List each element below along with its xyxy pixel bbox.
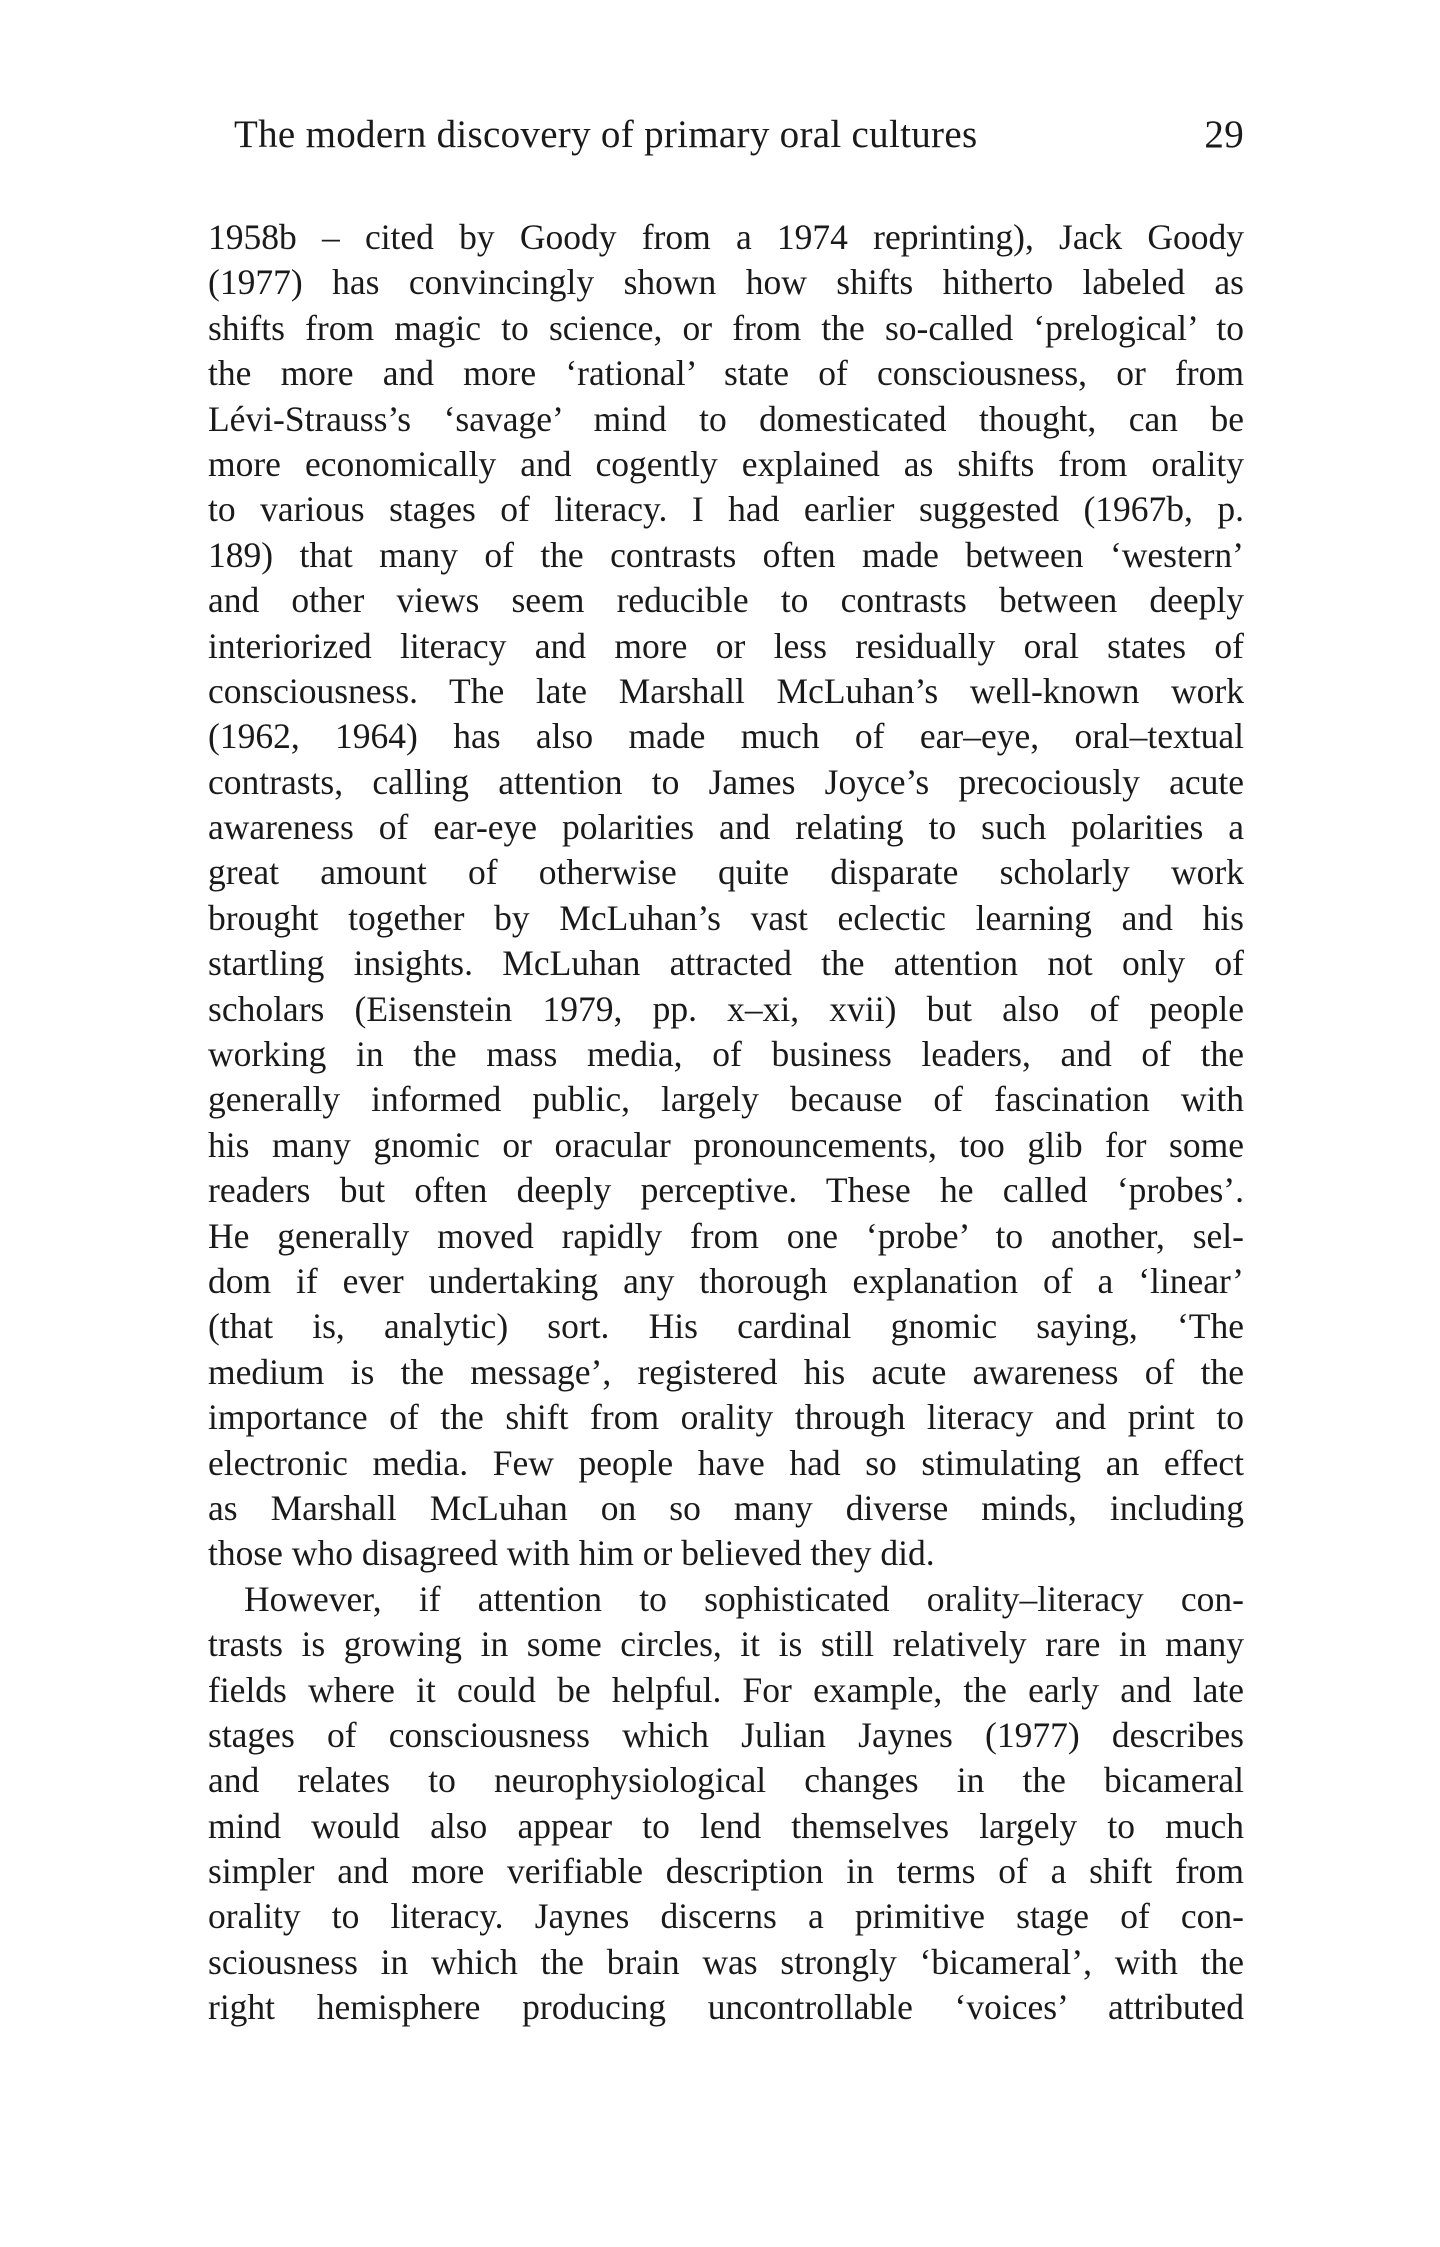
text-line: contrasts, calling attention to James Joyce’s precociously acute — [208, 761, 1244, 802]
text-line: great amount of otherwise quite disparate scholarly work — [208, 852, 1244, 893]
text-line: orality to literacy. Jaynes discerns a primitive stage of con- — [208, 1896, 1244, 1937]
text-line: shifts from magic to science, or from the so-called ‘prelogical’ to — [208, 307, 1244, 348]
text-line: the more and more ‘rational’ state of consciousness, or from — [208, 353, 1244, 394]
paragraph-end-line: those who disagreed with him or believed they did. — [208, 1533, 935, 1574]
text-line: electronic media. Few people have had so stimulating an effect — [208, 1442, 1244, 1483]
text-line: 1958b – cited by Goody from a 1974 reprinting), Jack Goody — [208, 217, 1244, 257]
text-line: working in the mass media, of business leaders, and of the — [208, 1034, 1244, 1075]
text-line: generally informed public, largely because of fascination with — [208, 1079, 1244, 1120]
text-line: dom if ever undertaking any thorough explanation of a ‘linear’ — [208, 1260, 1244, 1301]
running-head — [234, 112, 1244, 172]
text-line: fields where it could be helpful. For example, the early and late — [208, 1669, 1244, 1710]
text-line: (1962, 1964) has also made much of ear–eye, oral–textual — [208, 716, 1244, 757]
text-line: mind would also appear to lend themselves largely to much — [208, 1805, 1244, 1846]
text-line: stages of consciousness which Julian Jaynes (1977) describes — [208, 1714, 1244, 1755]
text-line: (1977) has convincingly shown how shifts hitherto labeled as — [208, 262, 1244, 303]
text-line: right hemisphere producing uncontrollable ‘voices’ attributed — [208, 1987, 1244, 2028]
text-line: to various stages of literacy. I had earlier suggested (1967b, p. — [208, 489, 1244, 530]
text-line: and relates to neurophysiological changes in the bicameral — [208, 1760, 1244, 1801]
text-line: his many gnomic or oracular pronouncements, too glib for some — [208, 1124, 1244, 1165]
text-line: as Marshall McLuhan on so many diverse minds, including — [208, 1487, 1244, 1528]
text-line: interiorized literacy and more or less residually oral states of — [208, 625, 1244, 666]
text-line: Lévi-Strauss’s ‘savage’ mind to domesticated thought, can be — [208, 398, 1244, 439]
text-line: medium is the message’, registered his acute awareness of the — [208, 1351, 1244, 1392]
text-line: and other views seem reducible to contrasts between deeply — [208, 580, 1244, 621]
body-text — [208, 215, 1244, 2031]
page-number: 29 — [1204, 113, 1244, 156]
text-line: readers but often deeply perceptive. These he called ‘probes’. — [208, 1170, 1244, 1211]
text-line: scholars (Eisenstein 1979, pp. x–xi, xvii) but also of people — [208, 988, 1244, 1029]
text-line: trasts is growing in some circles, it is still relatively rare in many — [208, 1624, 1244, 1665]
text-line: simpler and more verifiable description in terms of a shift from — [208, 1851, 1244, 1892]
text-line: He generally moved rapidly from one ‘probe’ to another, sel- — [208, 1215, 1244, 1256]
text-line: 189) that many of the contrasts often made between ‘western’ — [208, 534, 1244, 575]
text-line: (that is, analytic) sort. His cardinal gnomic saying, ‘The — [208, 1306, 1244, 1347]
text-line: importance of the shift from orality through literacy and print to — [208, 1397, 1244, 1438]
text-line: brought together by McLuhan’s vast eclectic learning and his — [208, 897, 1244, 938]
running-title: The modern discovery of primary oral cultures — [234, 113, 978, 156]
text-line: more economically and cogently explained as shifts from orality — [208, 443, 1244, 484]
text-line: consciousness. The late Marshall McLuhan’s well-known work — [208, 670, 1244, 711]
text-line: startling insights. McLuhan attracted the attention not only of — [208, 943, 1244, 984]
text-line: sciousness in which the brain was strongly ‘bicameral’, with the — [208, 1941, 1244, 1982]
paragraph-start-line: However, if attention to sophisticated orality–literacy con- — [244, 1578, 1244, 1619]
text-line: awareness of ear-eye polarities and relating to such polarities a — [208, 807, 1244, 848]
